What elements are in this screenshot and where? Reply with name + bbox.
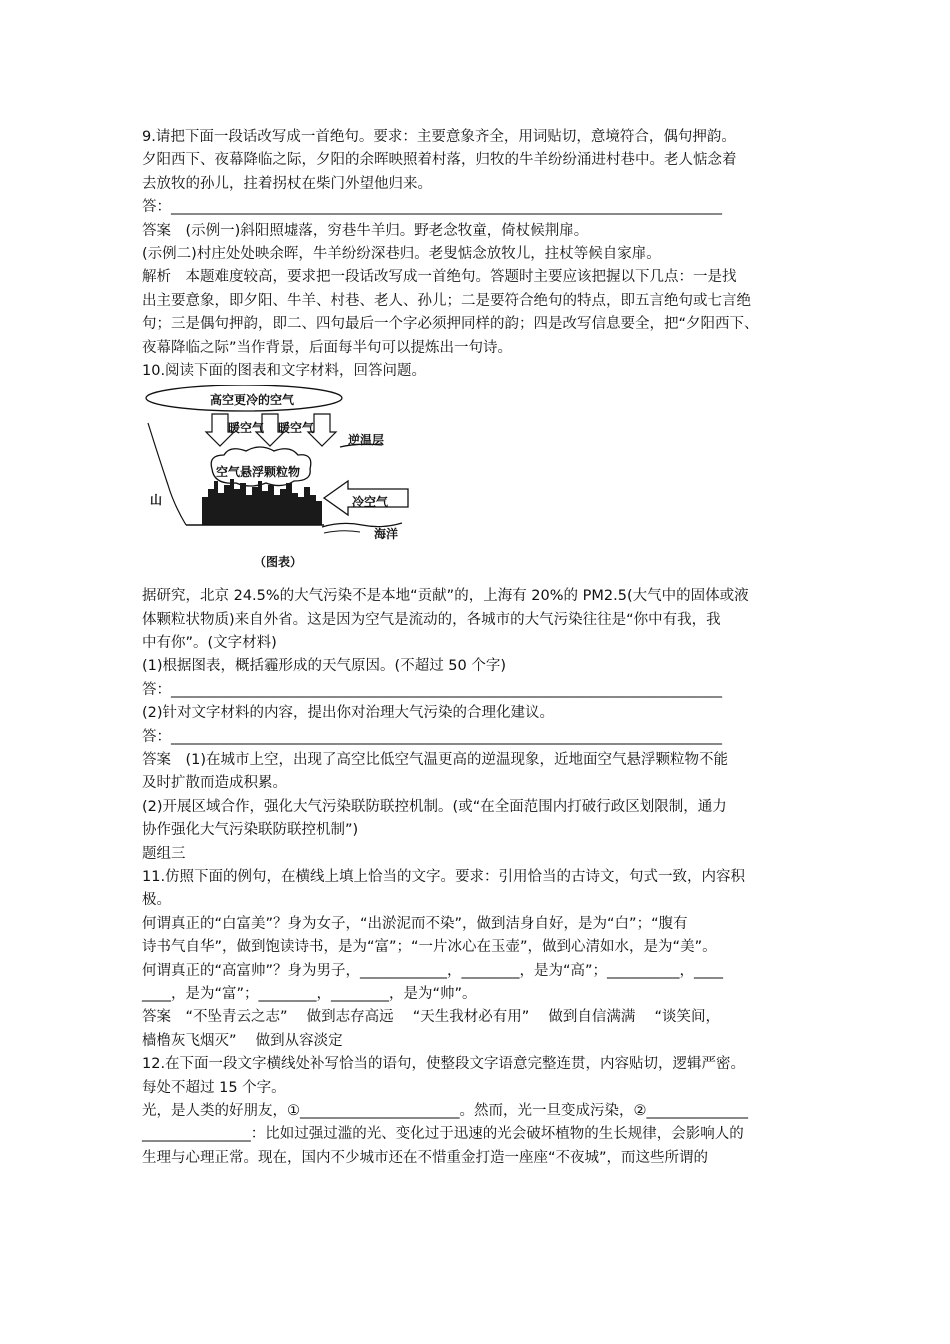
text-line: 何谓真正的“高富帅”？身为男子，____________，________，是为“高”；__________，____ — [142, 962, 724, 979]
text-line: _______________：比如过强过滥的光、变化过于迅速的光会破坏植物的生长规律，会影响人的 — [142, 1126, 744, 1143]
text-line: ____，是为“富”；________，________，是为“帅”。 — [142, 985, 477, 1002]
label-warm-air-2: 暖空气 — [278, 421, 315, 436]
text-line: 中有你”。(文字材料) — [142, 635, 277, 652]
text-line: 何谓真正的“白富美”？身为女子，“出淤泥而不染”，做到洁身自好，是为“白”；“腹有 — [142, 915, 688, 932]
label-ocean: 海洋 — [374, 527, 399, 542]
text-line: 每处不超过 15 个字。 — [142, 1079, 286, 1096]
label-particles: 空气悬浮颗粒物 — [216, 465, 301, 480]
text-line: 据研究，北京 24.5%的大气污染不是本地“贡献”的，上海有 20%的 PM2.5(大气中的固体或液 — [142, 588, 749, 605]
label-mountain: 山 — [150, 493, 163, 508]
text-line: (2)针对文字材料的内容，提出你对治理大气污染的合理化建议。 — [142, 705, 555, 722]
text-line: 及时扩散而造成积累。 — [142, 775, 287, 792]
answer-blank-line: 答：____________________________________________________________________________ — [142, 681, 722, 698]
label-cold-air: 冷空气 — [352, 495, 389, 510]
text-line: (示例二)村庄处处映余晖，牛羊纷纷深巷归。老叟惦念放牧儿，拄杖等候自家扉。 — [142, 245, 661, 262]
text-line: 体颗粒状物质)来自外省。这是因为空气是流动的，各城市的大气污染往往是“你中有我，我 — [142, 611, 721, 628]
text-line: 10.阅读下面的图表和文字材料，回答问题。 — [142, 362, 427, 379]
text-line: 光，是人类的好朋友，①______________________。然而，光一旦变成污染，②______________ — [142, 1102, 748, 1119]
answer-blank-line: 答：____________________________________________________________________________ — [142, 199, 722, 216]
text-line: 答案 “不坠青云之志” 做到志存高远 “天生我材必有用” 做到自信满满 “谈笑间， — [142, 1009, 720, 1026]
label-inversion-layer: 逆温层 — [348, 433, 385, 448]
text-line: 答案 (1)在城市上空，出现了高空比低空气温更高的逆温现象，近地面空气悬浮颗粒物不能 — [142, 752, 729, 769]
text-line: 夕阳西下、夜幕降临之际，夕阳的余晖映照着村落，归牧的牛羊纷纷涌进村巷中。老人惦念着 — [142, 152, 737, 169]
text-line: 樯橹灰飞烟灭” 做到从容淡定 — [142, 1032, 343, 1049]
text-line: 出主要意象，即夕阳、牛羊、村巷、老人、孙儿；二是要符合绝句的特点，即五言绝句或七言绝 — [142, 292, 751, 309]
text-line: 协作强化大气污染联防联控机制”) — [142, 822, 359, 839]
document-page — [142, 126, 814, 1170]
text-line: 答案 (示例一)斜阳照墟落，穷巷牛羊归。野老念牧童，倚杖候荆扉。 — [142, 222, 589, 239]
text-line: 12.在下面一段文字横线处补写恰当的语句，使整段文字语意完整连贯，内容贴切，逻辑严密。 — [142, 1056, 746, 1073]
text-line: 夜幕降临之际”当作背景，后面每半句可以提炼出一句诗。 — [142, 339, 513, 356]
figure-caption: （图表） — [254, 555, 303, 570]
text-line: 解析 本题难度较高，要求把一段话改写成一首绝句。答题时主要应该把握以下几点：一是找 — [142, 269, 737, 286]
text-line: 句；三是偶句押韵，即二、四句最后一个字必须押同样的韵；四是改写信息要全，把“夕阳西下、 — [142, 316, 759, 333]
text-line: 生理与心理正常。现在，国内不少城市还在不惜重金打造一座座“不夜城”，而这些所谓的 — [142, 1149, 709, 1166]
section-heading: 题组三 — [142, 845, 186, 862]
text-line: 11.仿照下面的例句，在横线上填上恰当的文字。要求：引用恰当的古诗文，句式一致，内容积 — [142, 868, 746, 885]
text-line: 极。 — [142, 892, 171, 909]
label-warm-air-1: 暖空气 — [228, 421, 265, 436]
text-line: (2)开展区域合作，强化大气污染联防联控机制。(或“在全面范围内打破行政区划限制，通力 — [142, 798, 727, 815]
text-line: 去放牧的孙儿，拄着拐杖在柴门外望他归来。 — [142, 175, 432, 192]
answer-blank-line: 答：____________________________________________________________________________ — [142, 728, 722, 745]
label-cold-air-top: 高空更冷的空气 — [210, 393, 295, 408]
text-line: 9.请把下面一段话改写成一首绝句。要求：主要意象齐全，用词贴切，意境符合，偶句押韵。 — [142, 129, 736, 145]
text-line: 诗书气自华”，做到饱读诗书，是为“富”；“一片冰心在玉壶”，做到心清如水，是为“美”。 — [142, 939, 717, 956]
inversion-diagram — [142, 385, 432, 575]
text-line: (1)根据图表，概括霾形成的天气原因。(不超过 50 个字) — [142, 658, 507, 675]
